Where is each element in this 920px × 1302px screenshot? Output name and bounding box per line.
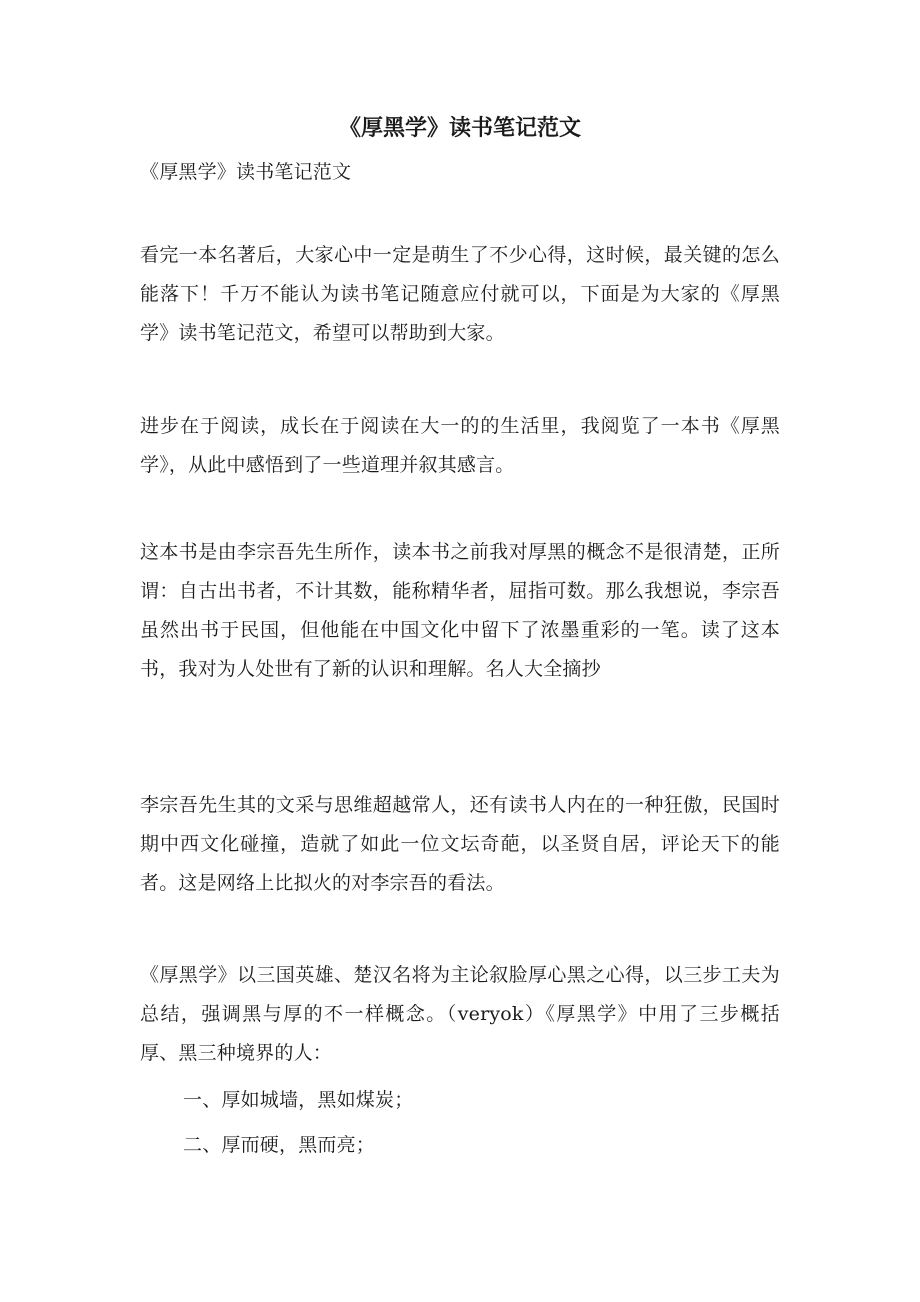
list-item-first-stage: 一、厚如城墙，黑如煤炭； [183, 1089, 414, 1111]
paragraph-opinion: 李宗吾先生其的文采与思维超越常人，还有读书人内在的一种狂傲，民国时期中西文化碰撞，造就了如此一位文坛奇葩，以圣贤自居，评论天下的能者。这是网络上比拟火的对李宗吾的看法。 [140, 794, 780, 894]
paragraph-intro: 看完一本名著后，大家心中一定是萌生了不少心得，这时候，最关键的怎么能落下！千万不能认为读书笔记随意应付就可以，下面是为大家的《厚黑学》读书笔记范文，希望可以帮助到大家。 [140, 244, 780, 344]
document-title: 《厚黑学》读书笔记范文 [338, 115, 581, 141]
list-item-second-stage: 二、厚而硬，黑而亮； [183, 1134, 376, 1156]
paragraph-author: 这本书是由李宗吾先生所作，读本书之前我对厚黑的概念不是很清楚，正所谓：自古出书者，不计其数，能称精华者，屈指可数。那么我想说，李宗吾虽然出书于民国，但他能在中国文化中留下了浓墨重彩的一笔。读了这本书，我对为人处世有了新的认识和理解。名人大全摘抄 [140, 541, 780, 680]
document-subtitle: 《厚黑学》读书笔记范文 [140, 161, 352, 183]
paragraph-reading: 进步在于阅读，成长在于阅读在大一的的生活里，我阅览了一本书《厚黑学》，从此中感悟到了一些道理并叙其感言。 [140, 415, 780, 476]
paragraph-summary: 《厚黑学》以三国英雄、楚汉名将为主论叙脸厚心黑之心得，以三步工夫为总结，强调黑与厚的不一样概念。（veryok）《厚黑学》中用了三步概括厚、黑三种境界的人： [140, 964, 780, 1064]
